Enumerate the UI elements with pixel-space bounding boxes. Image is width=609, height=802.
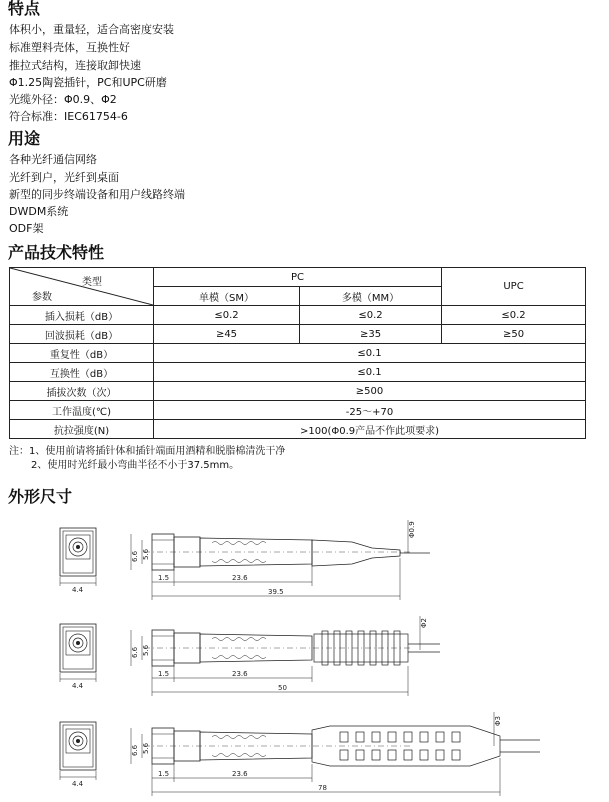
note-2: 2、使用时光纤最小弯曲半径不小于37.5mm。 (31, 460, 240, 471)
value-cell: ≥500 (154, 382, 586, 401)
width-label: 4.4 (72, 682, 84, 690)
value-cell: ≥35 (300, 325, 442, 344)
value-cell: ≤0.1 (154, 363, 586, 382)
specs-heading: 产品技术特性 (8, 243, 105, 262)
total-length-label: 39.5 (268, 588, 284, 596)
spec-table (9, 267, 586, 439)
outer-label: 6.6 (131, 646, 139, 658)
dimensions-heading: 外形尺寸 (8, 487, 73, 506)
param-cell: 插入损耗（dB） (10, 306, 154, 325)
use-line: 各种光纤通信网络 (9, 153, 97, 166)
value-cell: ≤0.2 (300, 306, 442, 325)
cable-diameter-label: Φ3 (494, 716, 502, 726)
total-length-label: 78 (318, 784, 327, 792)
dim-b-label: 23.6 (232, 670, 248, 678)
feature-line: 推拉式结构，连接取卸快速 (9, 59, 141, 72)
param-cell: 回波损耗（dB） (10, 325, 154, 344)
cable-diameter-label: Φ0.9 (408, 521, 416, 538)
upc-header: UPC (442, 268, 586, 306)
dim-a-label: 1.5 (158, 670, 170, 678)
pc-header: PC (154, 268, 442, 287)
inner-label: 5.6 (142, 644, 150, 656)
value-cell: ≥50 (442, 325, 586, 344)
dim-b-label: 23.6 (232, 770, 248, 778)
dimension-drawings (0, 500, 609, 802)
feature-line: 标准塑料壳体，互换性好 (9, 41, 130, 54)
inner-label: 5.6 (142, 548, 150, 560)
param-cell: 互换性（dB） (10, 363, 154, 382)
inner-label: 5.6 (142, 742, 150, 754)
use-line: 新型的同步终端设备和用户线路终端 (9, 188, 185, 201)
total-length-label: 50 (278, 684, 287, 692)
mm-header: 多模（MM） (300, 287, 442, 306)
corner-header (10, 268, 154, 306)
param-cell: 抗拉强度(N) (10, 420, 154, 439)
feature-line: Φ1.25陶瓷插针，PC和UPC研磨 (9, 76, 167, 89)
corner-param-label: 参数 (32, 292, 52, 303)
features-heading: 特点 (8, 0, 41, 18)
cable-diameter-label: Φ2 (420, 618, 428, 628)
use-line: 光纤到户，光纤到桌面 (9, 171, 119, 184)
param-cell: 重复性（dB） (10, 344, 154, 363)
value-cell: ≤0.2 (442, 306, 586, 325)
outer-label: 6.6 (131, 550, 139, 562)
dim-a-label: 1.5 (158, 574, 170, 582)
value-cell: ≤0.1 (154, 344, 586, 363)
use-line: DWDM系统 (9, 205, 69, 218)
dim-b-label: 23.6 (232, 574, 248, 582)
uses-heading: 用途 (8, 129, 41, 148)
dim-a-label: 1.5 (158, 770, 170, 778)
value-cell: >100(Φ0.9产品不作此项要求) (154, 420, 586, 439)
feature-line: 体积小，重量轻，适合高密度安装 (9, 23, 174, 36)
note-1: 注：1、使用前请将插针体和插针端面用酒精和脱脂棉清洗干净 (9, 446, 286, 457)
param-cell: 插拔次数（次） (10, 382, 154, 401)
value-cell: -25～+70 (154, 401, 586, 420)
corner-type-label: 类型 (82, 277, 102, 288)
value-cell: ≤0.2 (154, 306, 300, 325)
param-cell: 工作温度(℃) (10, 401, 154, 420)
feature-line: 符合标准：IEC61754-6 (9, 110, 128, 123)
value-cell: ≥45 (154, 325, 300, 344)
sm-header: 单模（SM） (154, 287, 300, 306)
feature-line: 光缆外径：Φ0.9、Φ2 (9, 93, 117, 106)
use-line: ODF架 (9, 222, 44, 235)
outer-label: 6.6 (131, 744, 139, 756)
width-label: 4.4 (72, 586, 84, 594)
width-label: 4.4 (72, 780, 84, 788)
